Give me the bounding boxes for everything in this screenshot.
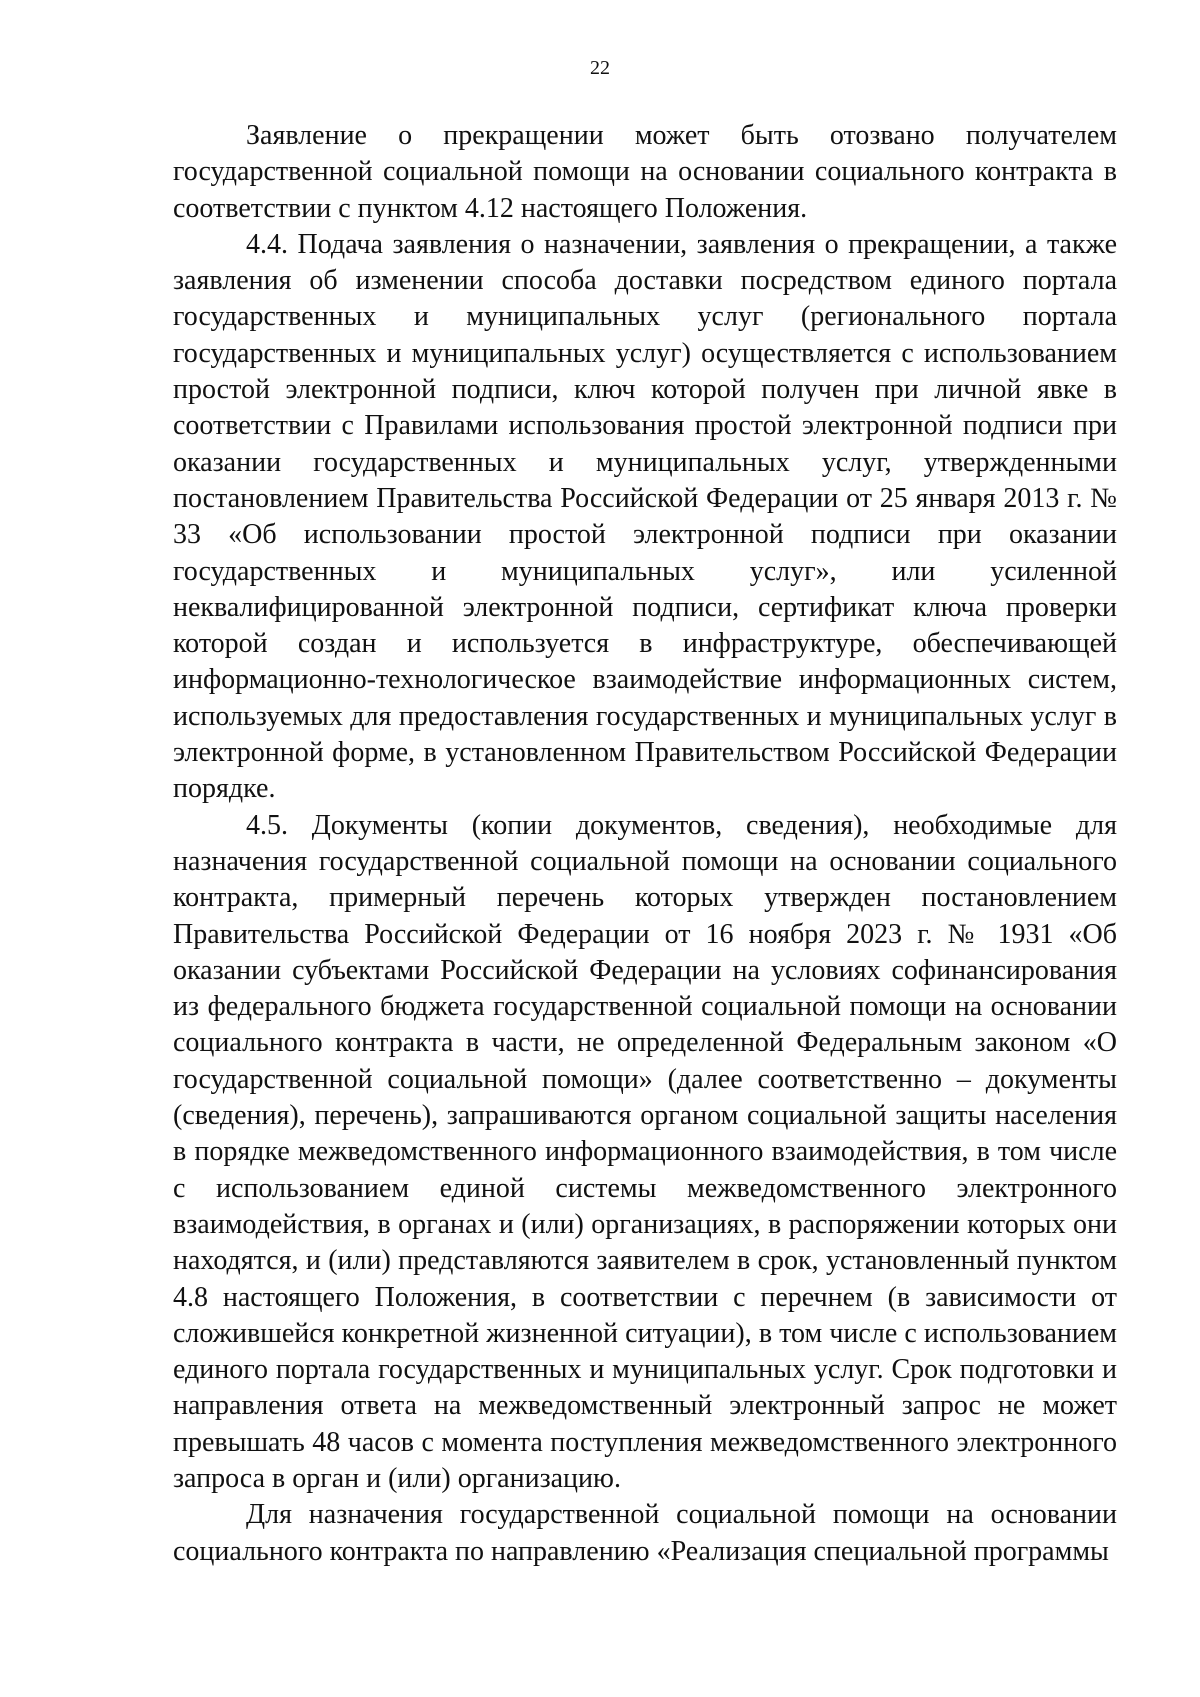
document-body (173, 118, 1117, 1570)
page-number: 22 (590, 57, 610, 79)
paragraph-special-program: Для назначения государственной социальной помощи на основании социального контракта по направлению «Реализация специальной программы (173, 1499, 1117, 1567)
paragraph-4-5: 4.5. Документы (копии документов, сведения), необходимые для назначения государственной социальной помощи на основании социального контракта, примерный перечень которых утвержден постановлением Правительства Российской Федерации от 16 ноября 2023 г. № 1931 «Об оказании субъектами Российской Федерации на условиях софинансирования из федерального бюджета государственной социальной помощи на основании социального контракта в части, не определенной Федеральным законом «О государственной социальной помощи» (далее соответственно – документы (сведения), перечень), запрашиваются органом социальной защиты населения в порядке межведомственного информационного взаимодействия, в том числе с использованием единой системы межведомственного электронного взаимодействия, в органах и (или) организациях, в распоряжении которых они находятся, и (или) представляются заявителем в срок, установленный пунктом 4.8 настоящего Положения, в соответствии с перечнем (в зависимости от сложившейся конкретной жизненной ситуации), в том числе с использованием единого портала государственных и муниципальных услуг. Срок подготовки и направления ответа на межведомственный электронный запрос не может превышать 48 часов с момента поступления межведомственного электронного запроса в орган и (или) организацию. (173, 809, 1117, 1494)
paragraph-withdrawal: Заявление о прекращении может быть отозвано получателем государственной социальной помощи на основании социального контракта в соответствии с пунктом 4.12 настоящего Положения. (173, 120, 1117, 224)
paragraph-4-4: 4.4. Подача заявления о назначении, заявления о прекращении, а также заявления об изменении способа доставки посредством единого портала государственных и муниципальных услуг (регионального портала государственных и муниципальных услуг) осуществляется с использованием простой электронной подписи, ключ которой получен при личной явке в соответствии с Правилами использования простой электронной подписи при оказании государственных и муниципальных услуг, утвержденными постановлением Правительства Российской Федерации от 25 января 2013 г. № 33 «Об использовании простой электронной подписи при оказании государственных и муниципальных услуг», или усиленной неквалифицированной электронной подписи, сертификат ключа проверки которой создан и используется в инфраструктуре, обеспечивающей информационно-технологическое взаимодействие информационных систем, используемых для предоставления государственных и муниципальных услуг в электронной форме, в установленном Правительством Российской Федерации порядке. (173, 228, 1117, 805)
